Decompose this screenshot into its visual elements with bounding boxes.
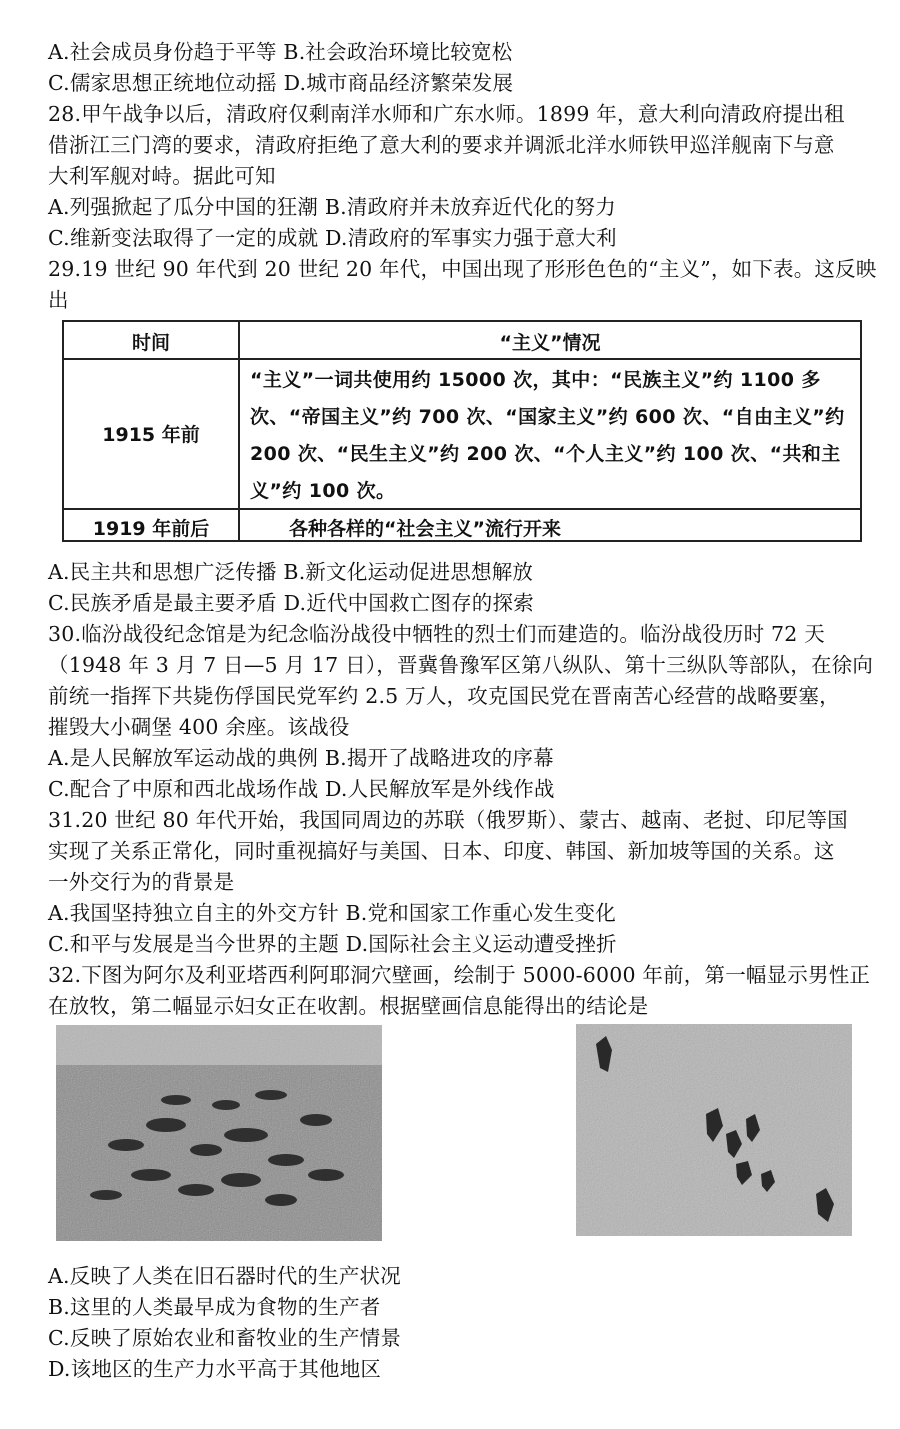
line: A.列强掀起了瓜分中国的狂潮 B.清政府并未放弃近代化的努力 xyxy=(48,195,616,219)
line: A.是人民解放军运动战的典例 B.揭开了战略进攻的序幕 xyxy=(48,746,554,770)
line: A.社会成员身份趋于平等 B.社会政治环境比较宽松 xyxy=(48,40,513,64)
line: 一外交行为的背景是 xyxy=(48,870,235,894)
line: 32.下图为阿尔及利亚塔西利阿耶洞穴壁画，绘制于 5000-6000 年前，第一幅显示男性正 xyxy=(48,963,871,987)
line: （1948 年 3 月 7 日—5 月 17 日），晋冀鲁豫军区第八纵队、第十三纵队等部队，在徐向 xyxy=(48,653,874,677)
line: C.民族矛盾是最主要矛盾 D.近代中国救亡图存的探索 xyxy=(48,591,534,615)
line: 30.临汾战役纪念馆是为纪念临汾战役中牺牲的烈士们而建造的。临汾战役历时 72 天 xyxy=(48,622,825,646)
line: A.反映了人类在旧石器时代的生产状况 xyxy=(48,1264,401,1288)
line: B.这里的人类最早成为食物的生产者 xyxy=(48,1295,381,1319)
table-row2-content: 各种各样的“社会主义”流行开来 xyxy=(289,518,561,540)
table-header-situation: “主义”情况 xyxy=(499,332,601,354)
line: 29.19 世纪 90 年代到 20 世纪 20 年代，中国出现了形形色色的“主义”，如下表。这反映 xyxy=(48,257,877,281)
line: 大利军舰对峙。据此可知 xyxy=(48,164,276,188)
cave-painting-harvest-image xyxy=(576,1024,852,1236)
line: 出 xyxy=(48,288,69,312)
line: 借浙江三门湾的要求，清政府拒绝了意大利的要求并调派北洋水师铁甲巡洋舰南下与意 xyxy=(48,133,835,157)
line: A.我国坚持独立自主的外交方针 B.党和国家工作重心发生变化 xyxy=(48,901,616,925)
line: C.反映了原始农业和畜牧业的生产情景 xyxy=(48,1326,402,1350)
line: C.和平与发展是当今世界的主题 D.国际社会主义运动遭受挫折 xyxy=(48,932,617,956)
line: 28.甲午战争以后，清政府仅剩南洋水师和广东水师。1899 年，意大利向清政府提出租 xyxy=(48,102,845,126)
line: A.民主共和思想广泛传播 B.新文化运动促进思想解放 xyxy=(48,560,534,584)
table-row2-time: 1919 年前后 xyxy=(92,518,210,540)
line: 摧毁大小碉堡 400 余座。该战役 xyxy=(48,715,350,739)
table-row1-time: 1915 年前 xyxy=(102,424,200,446)
ism-table xyxy=(62,320,862,542)
line: 在放牧，第二幅显示妇女正在收割。根据壁画信息能得出的结论是 xyxy=(48,994,649,1018)
table-row1-content: “主义”一词共使用约 15000 次，其中：“民族主义”约 1100 多次、“帝国主义”约 700 次、“国家主义”约 600 次、“自由主义”约 200 次、“民生主义”约 200 次、“个人主义”约 100 次、“共和主义”约 100 次。 xyxy=(250,369,845,502)
cave-painting-herding-image xyxy=(56,1025,382,1241)
line: 实现了关系正常化，同时重视搞好与美国、日本、印度、韩国、新加坡等国的关系。这 xyxy=(48,839,835,863)
line: 31.20 世纪 80 年代开始，我国同周边的苏联（俄罗斯）、蒙古、越南、老挝、印尼等国 xyxy=(48,808,848,832)
line: 前统一指挥下共毙伤俘国民党军约 2.5 万人，攻克国民党在晋南苦心经营的战略要塞， xyxy=(48,684,840,708)
table-divider xyxy=(64,358,860,360)
line: D.该地区的生产力水平高于其他地区 xyxy=(48,1357,382,1381)
line: C.配合了中原和西北战场作战 D.人民解放军是外线作战 xyxy=(48,777,555,801)
line: C.儒家思想正统地位动摇 D.城市商品经济繁荣发展 xyxy=(48,71,514,95)
line: C.维新变法取得了一定的成就 D.清政府的军事实力强于意大利 xyxy=(48,226,617,250)
table-header-time: 时间 xyxy=(131,332,170,354)
